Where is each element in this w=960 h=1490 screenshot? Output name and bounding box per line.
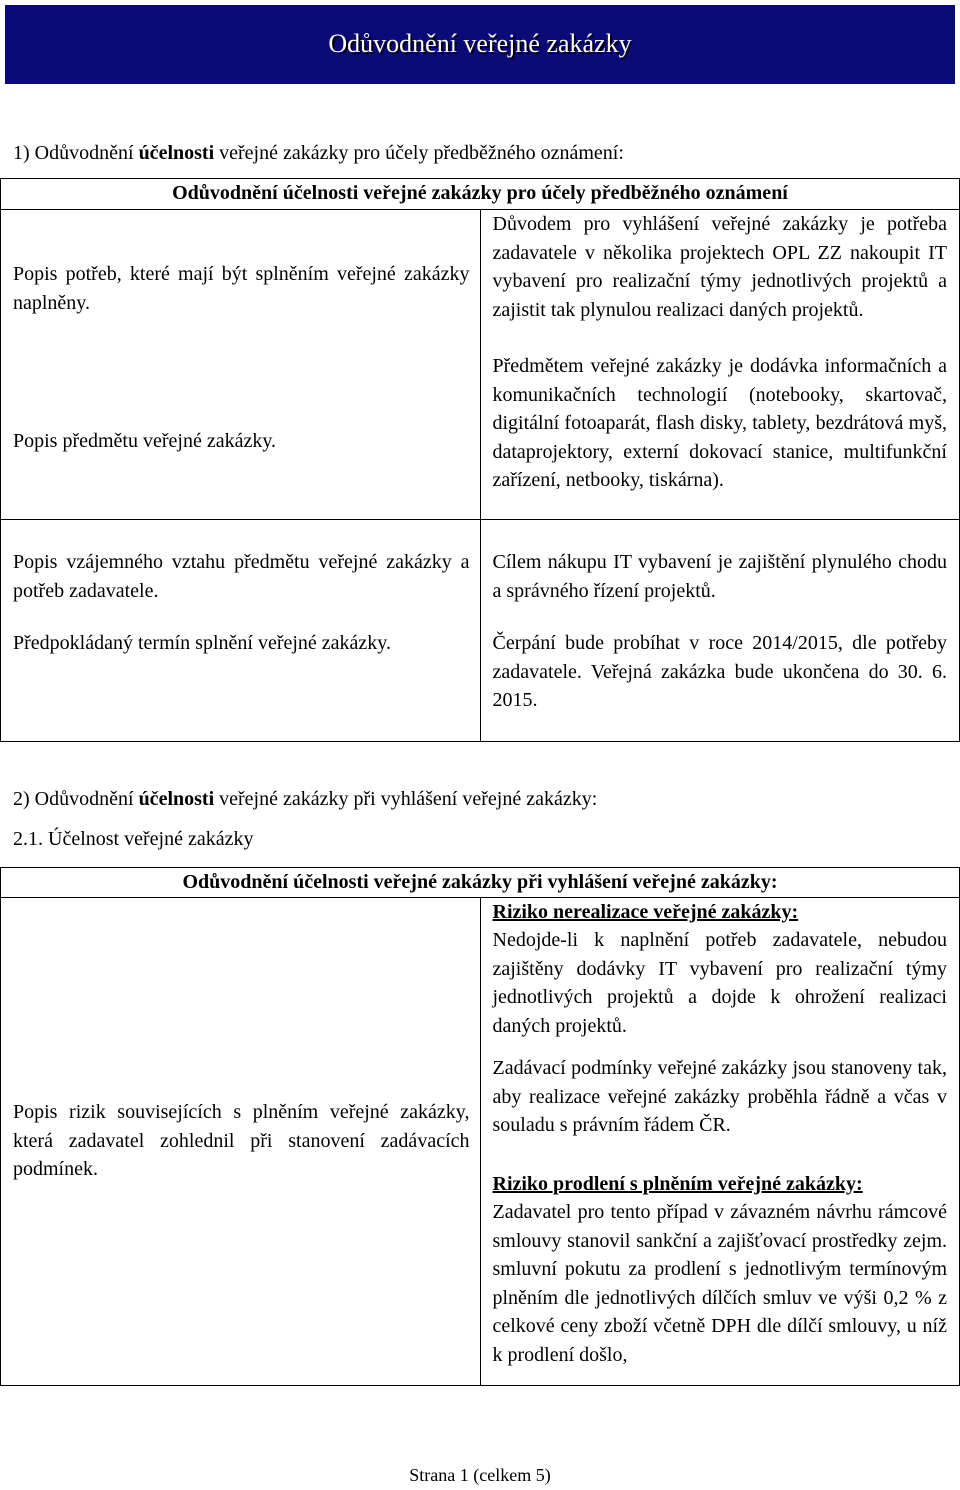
row-value-subject: Předmětem veřejné zakázky je dodávka informačních a komunikačních technologií (notebooky, skartovač, digitální fotoaparát, flash disky, tablety, bezdrátová myš, dataprojektory, externí dokovací stanice, multifunkční zařízení, netbooky, tiskárna).: [492, 355, 947, 491]
title-banner: [5, 5, 955, 84]
section2-right-cell: [480, 897, 960, 1385]
section1-table: [0, 178, 960, 742]
section1-right-cell-2: [480, 520, 960, 742]
risk1-mitigation: Zadávací podmínky veřejné zakázky jsou stanoveny tak, aby realizace veřejné zakázky proběhla řádně a včas v souladu s právním řádem ČR.: [492, 1057, 947, 1136]
risk1-title: Riziko nerealizace veřejné zakázky:: [492, 900, 799, 923]
document-title: Odůvodnění veřejné zakázky: [328, 29, 632, 59]
section1-heading: [13, 139, 624, 168]
section2-number: 2): [13, 788, 30, 810]
section1-left-cell: [1, 210, 481, 520]
section2-table-caption: Odůvodnění účelnosti veřejné zakázky při vyhlášení veřejné zakázky:: [1, 868, 960, 898]
risk2-title: Riziko prodlení s plněním veřejné zakázky:: [492, 1172, 863, 1195]
section1-left-cell-2: [1, 520, 481, 742]
risk2-text: Zadavatel pro tento případ v závazném návrhu rámcové smlouvy stanovil sankční a zajišťovací prostředky zejm. smluvní pokutu za prodlení s jednotlivým termínovým plněním dle jednotlivých dílčích smluv ve výši 0,2 % z celkové ceny zboží včetně DPH dle dílčí smlouvy, u níž k prodlení došlo,: [492, 1201, 947, 1366]
section2-heading-bold: účelnosti: [138, 788, 215, 810]
section2-subheading: 2.1. Účelnost veřejné zakázky: [13, 828, 254, 850]
section2-heading: [13, 785, 597, 814]
row-label-needs: Popis potřeb, které mají být splněním veřejné zakázky naplněny.: [13, 263, 470, 314]
row-value-relation: Cílem nákupu IT vybavení je zajištění plynulého chodu a správného řízení projektů.: [492, 551, 947, 602]
section2-heading-post: veřejné zakázky při vyhlášení veřejné zakázky:: [219, 788, 598, 810]
risk1-text: Nedojde-li k naplnění potřeb zadavatele, nebudou zajištěny dodávky IT vybavení pro realizační týmy jednotlivých projektů a dojde k ohrožení realizaci daných projektů.: [492, 929, 947, 1037]
risks-label: Popis rizik souvisejících s plněním veřejné zakázky, která zadavatel zohlednil při stanovení zadávacích podmínek.: [13, 1101, 470, 1181]
section2-heading-pre: Odůvodnění: [34, 788, 134, 810]
section1-number: 1): [13, 142, 30, 164]
section1-heading-pre: Odůvodnění: [34, 142, 134, 164]
section1-table-caption: Odůvodnění účelnosti veřejné zakázky pro účely předběžného oznámení: [1, 179, 960, 210]
row-value-term: Čerpání bude probíhat v roce 2014/2015, dle potřeby zadavatele. Veřejná zakázka bude ukončena do 30. 6. 2015.: [492, 632, 947, 711]
section1-heading-post: veřejné zakázky pro účely předběžného oznámení:: [219, 142, 624, 164]
page-footer: Strana 1 (celkem 5): [409, 1465, 551, 1485]
row-label-term: Předpokládaný termín splnění veřejné zakázky.: [13, 632, 392, 654]
row-label-subject: Popis předmětu veřejné zakázky.: [13, 430, 277, 452]
section1-heading-bold: účelnosti: [138, 142, 215, 164]
section1-right-cell: [480, 210, 960, 520]
section2-table: [0, 867, 960, 1386]
row-label-relation: Popis vzájemného vztahu předmětu veřejné zakázky a potřeb zadavatele.: [13, 551, 470, 602]
row-value-needs: Důvodem pro vyhlášení veřejné zakázky je potřeba zadavatele v několika projektech OPL ZZ nakoupit IT vybavení pro realizační týmy jednotlivých projektů a zajistit tak plynulou realizaci daných projektů.: [492, 213, 947, 321]
section2-left-cell: [1, 897, 481, 1385]
